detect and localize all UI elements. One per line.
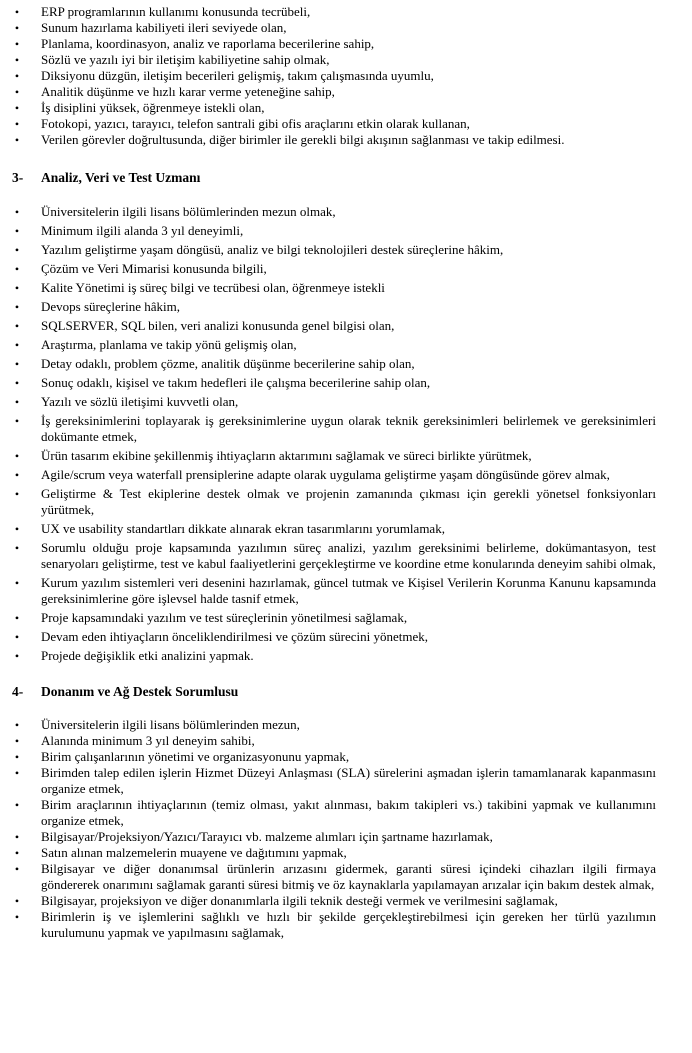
list-item-text: İş gereksinimlerini toplayarak iş gereksinimlerine uygun olarak teknik gereksinimleri belirlemek ve gereksinimleri dokümante etmek, <box>41 413 656 444</box>
bullet-icon: • <box>14 69 20 83</box>
list-item <box>0 845 692 861</box>
list-item <box>0 486 692 518</box>
list-item <box>0 575 692 607</box>
bullet-icon: • <box>14 117 20 131</box>
list-item <box>0 467 692 483</box>
list-item-text: Birimlerin iş ve işlemlerini sağlıklı ve hızlı bir şekilde gerçekleştirebilmesi için gereken her türlü yazılımın kurulumunu yapmak ve yapılmasını sağlamak, <box>41 909 656 940</box>
list-item-text: İş disiplini yüksek, öğrenmeye istekli olan, <box>41 100 265 115</box>
list-item <box>0 280 692 296</box>
list-item-text: Minimum ilgili alanda 3 yıl deneyimli, <box>41 223 244 238</box>
bullet-icon: • <box>14 766 20 780</box>
bullet-icon: • <box>14 37 20 51</box>
list-item-text: Agile/scrum veya waterfall prensiplerine adapte olarak uygulama geliştirme yaşam döngüsünde görev almak, <box>41 467 610 482</box>
section-4-heading <box>0 684 692 702</box>
list-item-text: Detay odaklı, problem çözme, analitik düşünme becerilerine sahip olan, <box>41 356 415 371</box>
bullet-icon: • <box>14 376 20 390</box>
list-item <box>0 337 692 353</box>
list-item <box>0 448 692 464</box>
bullet-icon: • <box>14 224 20 238</box>
list-item-text: Proje kapsamındaki yazılım ve test süreçlerinin yönetilmesi sağlamak, <box>41 610 408 625</box>
list-item <box>0 204 692 220</box>
list-item <box>0 36 692 52</box>
bullet-icon: • <box>14 262 20 276</box>
bullet-icon: • <box>14 300 20 314</box>
bullet-icon: • <box>14 5 20 19</box>
list-item <box>0 52 692 68</box>
bullet-icon: • <box>14 468 20 482</box>
list-item-text: Sonuç odaklı, kişisel ve takım hedefleri ile çalışma becerilerine sahip olan, <box>41 375 431 390</box>
bullet-icon: • <box>14 798 20 812</box>
list-item-text: Yazılım geliştirme yaşam döngüsü, analiz ve bilgi teknolojileri destek süreçlerine hâkim, <box>41 242 504 257</box>
list-item-text: Satın alınan malzemelerin muayene ve dağıtımını yapmak, <box>41 845 347 860</box>
list-item <box>0 132 692 148</box>
bullet-icon: • <box>14 750 20 764</box>
list-item <box>0 829 692 845</box>
bullet-icon: • <box>14 205 20 219</box>
bullet-icon: • <box>14 910 20 924</box>
list-item-text: Geliştirme & Test ekiplerine destek olmak ve projenin zamanında çıkması için gerekli yönetsel fonksiyonları yürütmek, <box>41 486 656 517</box>
list-item <box>0 717 692 733</box>
bullet-icon: • <box>14 649 20 663</box>
bullet-icon: • <box>14 281 20 295</box>
bullet-icon: • <box>14 846 20 860</box>
bullet-icon: • <box>14 21 20 35</box>
list-item-text: Kalite Yönetimi iş süreç bilgi ve tecrübesi olan, öğrenmeye istekli <box>41 280 385 295</box>
list-item <box>0 100 692 116</box>
bullet-icon: • <box>14 862 20 876</box>
section-3-number: 3- <box>12 170 24 185</box>
bullet-icon: • <box>14 894 20 908</box>
list-item-text: Ürün tasarım ekibine şekillenmiş ihtiyaçların aktarımını sağlamak ve süreci birlikte yürütmek, <box>41 448 532 463</box>
list-item-text: ERP programlarının kullanımı konusunda tecrübeli, <box>41 4 311 19</box>
list-item <box>0 356 692 372</box>
list-item-text: UX ve usability standartları dikkate alınarak ekran tasarımlarını yorumlamak, <box>41 521 445 536</box>
list-item-text: Projede değişiklik etki analizini yapmak. <box>41 648 254 663</box>
list-item <box>0 610 692 626</box>
list-item-text: Üniversitelerin ilgili lisans bölümlerinden mezun, <box>41 717 300 732</box>
bullet-icon: • <box>14 630 20 644</box>
list-item-text: Çözüm ve Veri Mimarisi konusunda bilgili, <box>41 261 267 276</box>
list-item <box>0 116 692 132</box>
list-item <box>0 540 692 572</box>
list-item <box>0 394 692 410</box>
bullet-icon: • <box>14 243 20 257</box>
list-item <box>0 84 692 100</box>
list-item-text: Birim araçlarının ihtiyaçlarının (temiz olması, yakıt alınması, bakım takipleri vs.) takibini yapmak ve kullanımını organize etmek, <box>41 797 656 828</box>
list-item <box>0 749 692 765</box>
bullet-icon: • <box>14 338 20 352</box>
list-item-text: SQLSERVER, SQL bilen, veri analizi konusunda genel bilgisi olan, <box>41 318 395 333</box>
list-item <box>0 629 692 645</box>
list-item <box>0 648 692 664</box>
section-3-title: Analiz, Veri ve Test Uzmanı <box>41 170 201 185</box>
list-item <box>0 242 692 258</box>
bullet-icon: • <box>14 576 20 590</box>
list-item <box>0 521 692 537</box>
list-item <box>0 797 692 829</box>
list-item <box>0 765 692 797</box>
section-4-number: 4- <box>12 684 24 699</box>
bullet-icon: • <box>14 718 20 732</box>
list-item <box>0 223 692 239</box>
bullet-icon: • <box>14 395 20 409</box>
list-item-text: Planlama, koordinasyon, analiz ve raporlama becerilerine sahip, <box>41 36 375 51</box>
list-item <box>0 413 692 445</box>
bullet-icon: • <box>14 319 20 333</box>
list-item-text: Üniversitelerin ilgili lisans bölümlerinden mezun olmak, <box>41 204 336 219</box>
list-item <box>0 375 692 391</box>
list-item <box>0 20 692 36</box>
bullet-icon: • <box>14 53 20 67</box>
list-item-text: Devops süreçlerine hâkim, <box>41 299 180 314</box>
bullet-icon: • <box>14 101 20 115</box>
bullet-icon: • <box>14 830 20 844</box>
bullet-icon: • <box>14 734 20 748</box>
list-item-text: Sunum hazırlama kabiliyeti ileri seviyede olan, <box>41 20 287 35</box>
list-item <box>0 68 692 84</box>
list-item-text: Araştırma, planlama ve takip yönü gelişmiş olan, <box>41 337 297 352</box>
list-item-text: Bilgisayar/Projeksiyon/Yazıcı/Tarayıcı vb. malzeme alımları için şartname hazırlamak, <box>41 829 493 844</box>
bullet-icon: • <box>14 133 20 147</box>
list-item <box>0 861 692 893</box>
list-item-text: Analitik düşünme ve hızlı karar verme yeteneğine sahip, <box>41 84 335 99</box>
bullet-icon: • <box>14 487 20 501</box>
bullet-icon: • <box>14 449 20 463</box>
list-item <box>0 909 692 941</box>
bullet-icon: • <box>14 85 20 99</box>
list-item <box>0 733 692 749</box>
section-4-bullet-list <box>0 717 692 941</box>
list-item-text: Devam eden ihtiyaçların önceliklendirilmesi ve çözüm sürecini yönetmek, <box>41 629 428 644</box>
list-item <box>0 299 692 315</box>
list-item <box>0 261 692 277</box>
list-item-text: Yazılı ve sözlü iletişimi kuvvetli olan, <box>41 394 239 409</box>
bullet-icon: • <box>14 611 20 625</box>
bullet-icon: • <box>14 541 20 555</box>
bullet-icon: • <box>14 414 20 428</box>
list-item-text: Birimden talep edilen işlerin Hizmet Düzeyi Anlaşması (SLA) sürelerini aşmadan işlerin tamamlanarak kapanmasını organize etmek, <box>41 765 656 796</box>
list-item <box>0 893 692 909</box>
section-3-bullet-list <box>0 204 692 664</box>
list-item-text: Sözlü ve yazılı iyi bir iletişim kabiliyetine sahip olmak, <box>41 52 330 67</box>
list-item-text: Alanında minimum 3 yıl deneyim sahibi, <box>41 733 255 748</box>
list-item <box>0 4 692 20</box>
bullet-icon: • <box>14 357 20 371</box>
list-item-text: Verilen görevler doğrultusunda, diğer birimler ile gerekli bilgi akışının sağlanması ve takip edilmesi. <box>41 132 565 147</box>
list-item-text: Kurum yazılım sistemleri veri desenini hazırlamak, güncel tutmak ve Kişisel Verilerin Korunma Kanunu kapsamında gereksinimlerine göre işlevsel halde tasnif etmek, <box>41 575 656 606</box>
list-item-text: Diksiyonu düzgün, iletişim becerileri gelişmiş, takım çalışmasında uyumlu, <box>41 68 434 83</box>
list-item-text: Sorumlu olduğu proje kapsamında yazılımın süreç analizi, yazılım gereksinimi belirleme, dokümantasyon, test senaryoları geliştirme, test ve kabul faaliyetlerini gerçekleştirme ve koordine etme konularında deneyim sahibi olmak, <box>41 540 656 571</box>
list-item-text: Bilgisayar, projeksiyon ve diğer donanımlarla ilgili teknik desteği vermek ve verilmesini sağlamak, <box>41 893 558 908</box>
list-item-text: Fotokopi, yazıcı, tarayıcı, telefon santrali gibi ofis araçlarını etkin olarak kullanan, <box>41 116 470 131</box>
list-item-text: Birim çalışanlarının yönetimi ve organizasyonunu yapmak, <box>41 749 350 764</box>
section-3-heading <box>0 170 692 188</box>
section-4-title: Donanım ve Ağ Destek Sorumlusu <box>41 684 239 699</box>
section-2-bullet-list <box>0 4 692 148</box>
list-item-text: Bilgisayar ve diğer donanımsal ürünlerin arızasını gidermek, garanti süresi içindeki cihazları ilgili firmaya göndererek onarımını sağlamak garanti süresi bitmiş ve öz kaynaklarla yapılamayan arızalar için bakım destek almak, <box>41 861 656 892</box>
list-item <box>0 318 692 334</box>
bullet-icon: • <box>14 522 20 536</box>
